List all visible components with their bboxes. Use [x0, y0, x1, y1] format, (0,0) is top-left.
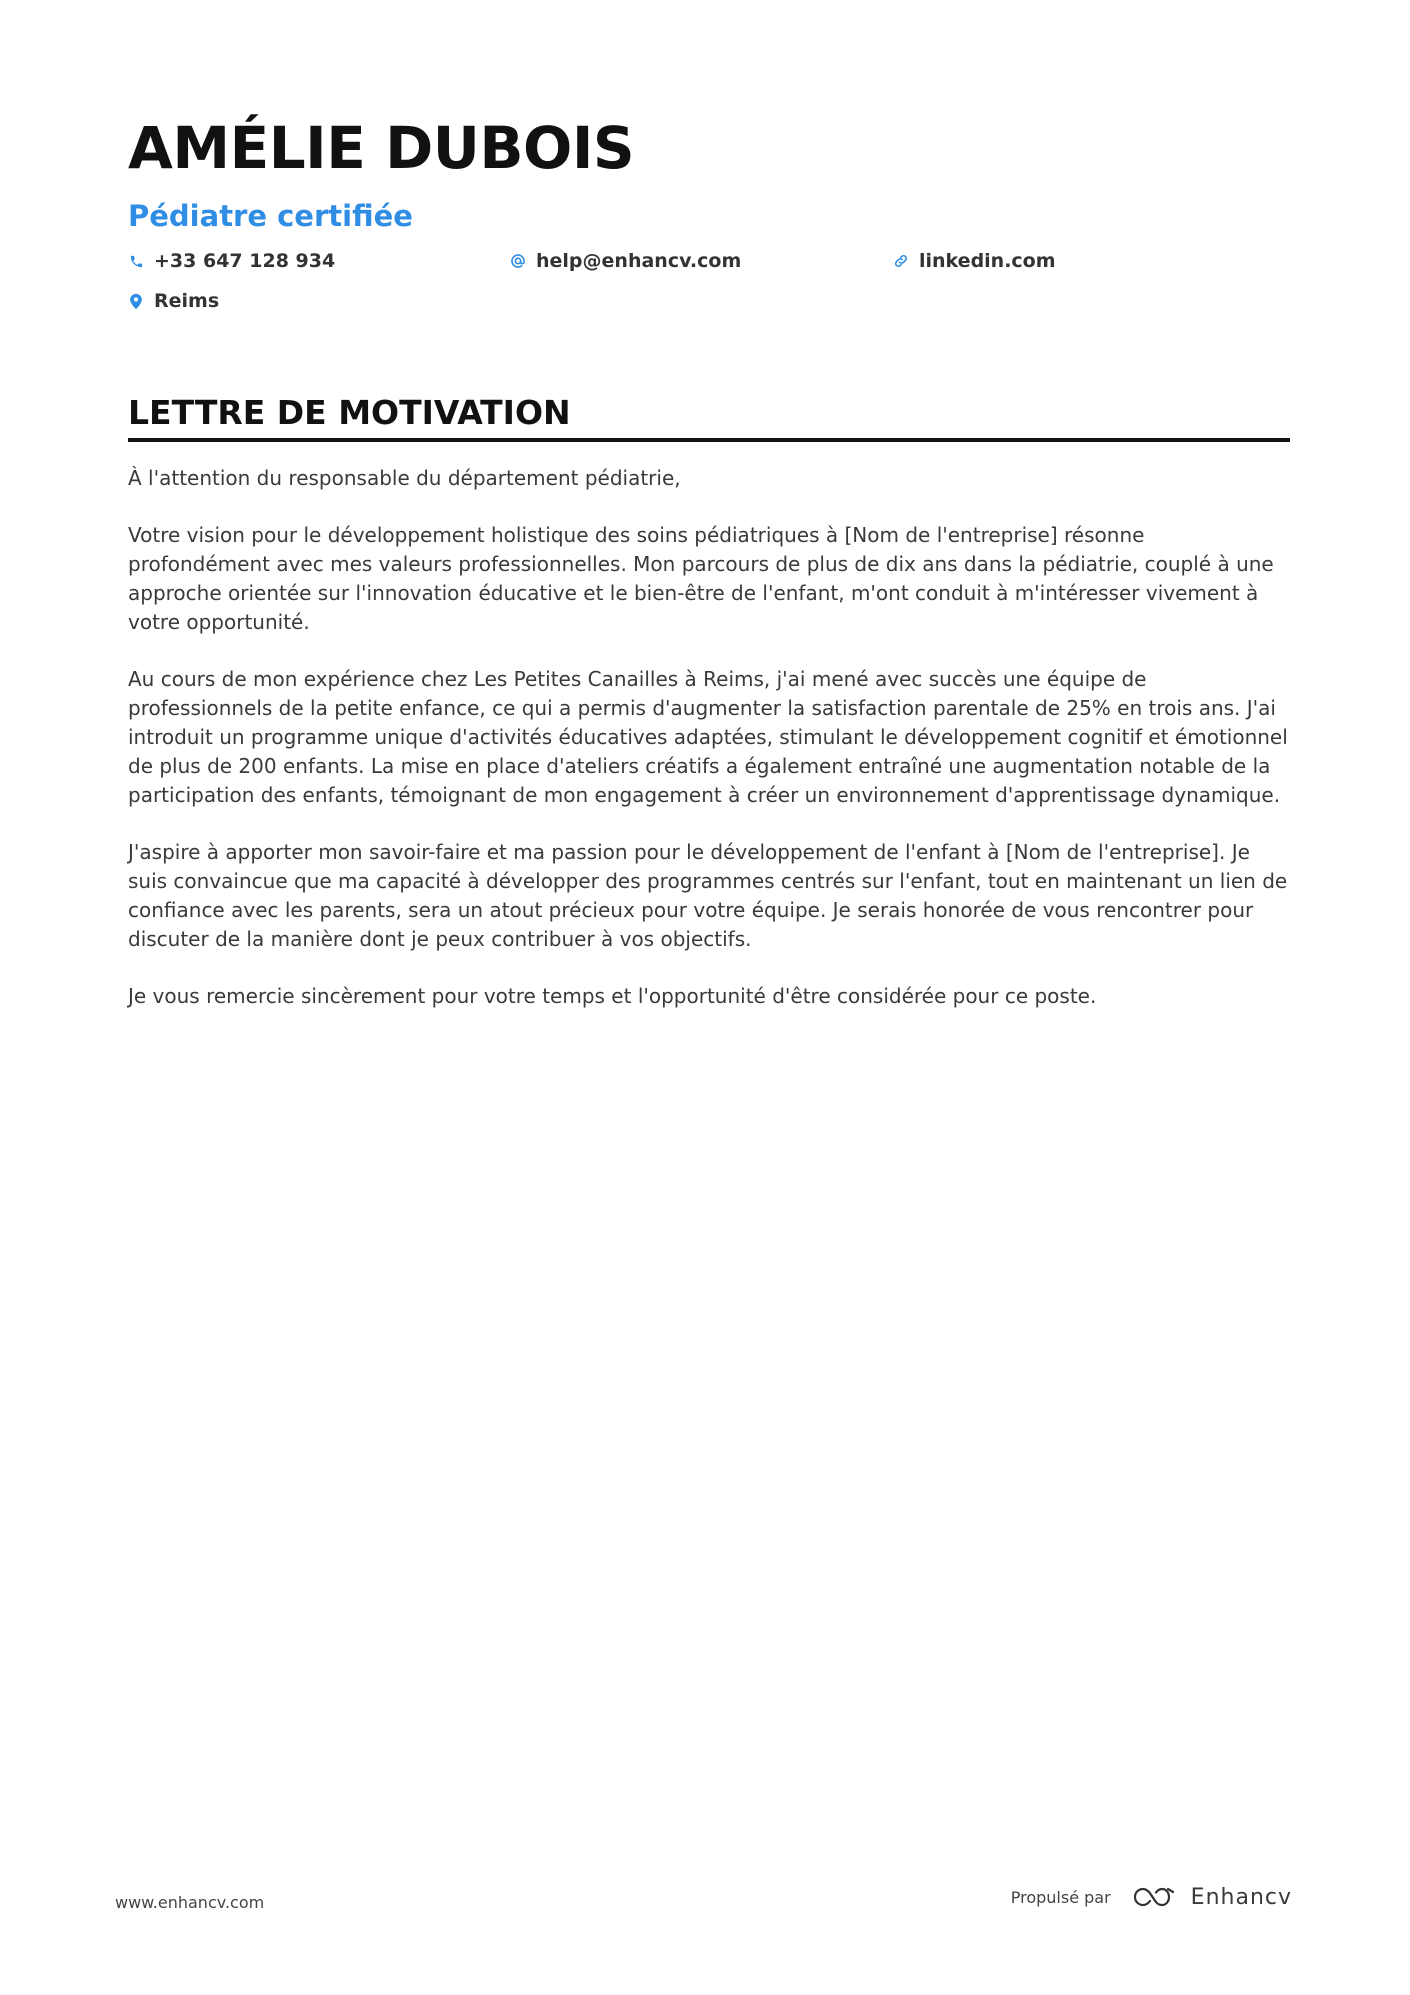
- letter-body: [128, 464, 1290, 1011]
- contact-location: [128, 286, 219, 316]
- header: [128, 108, 1288, 336]
- location-text: Reims: [154, 290, 220, 312]
- letter-closing: Je vous remercie sincèrement pour votre temps et l'opportunité d'être considérée pour ce poste.: [128, 984, 1097, 1008]
- candidate-name: AMÉLIE DUBOIS: [128, 114, 635, 182]
- phone-text: +33 647 128 934: [154, 250, 336, 272]
- brand-name: Enhancv: [1190, 1884, 1292, 1910]
- letter-salutation: À l'attention du responsable du département pédiatrie,: [128, 466, 681, 490]
- footer-branding: [1011, 1884, 1292, 1910]
- link-icon: [893, 252, 909, 270]
- contact-linkedin[interactable]: [893, 246, 1056, 276]
- cover-letter-section: [128, 390, 1290, 1039]
- letter-paragraph: Au cours de mon expérience chez Les Petites Canailles à Reims, j'ai mené avec succès une équipe de professionnels de la petite enfance, ce qui a permis d'augmenter la satisfaction parentale de 25% en trois ans. J'ai introduit un programme unique d'activités éducatives adaptées, stimulant le développement cognitif et émotionnel de plus de 200 enfants. La mise en place d'ateliers créatifs a également entraîné une augmentation notable de la participation des enfants, témoignant de mon engagement à créer un environnement d'apprentissage dynamique.: [128, 667, 1288, 807]
- contact-phone: [128, 246, 335, 276]
- email-text[interactable]: help@enhancv.com: [536, 250, 742, 272]
- contact-email[interactable]: [510, 246, 741, 276]
- footer-website[interactable]: www.enhancv.com: [115, 1893, 265, 1912]
- contact-list: [128, 246, 1288, 336]
- enhancv-logo-icon: [1131, 1884, 1177, 1910]
- letter-paragraph: J'aspire à apporter mon savoir-faire et ma passion pour le développement de l'enfant à [Nom de l'entreprise]. Je suis convaincue que ma capacité à développer des programmes centrés sur l'enfant, tout en maintenant un lien de confiance avec les parents, sera un atout précieux pour votre équipe. Je serais honorée de vous rencontrer pour discuter de la manière dont je peux contribuer à vos objectifs.: [128, 840, 1288, 951]
- linkedin-text[interactable]: linkedin.com: [919, 250, 1056, 272]
- map-pin-icon: [128, 292, 144, 310]
- phone-icon: [128, 252, 144, 270]
- at-icon: [510, 252, 526, 270]
- letter-paragraph: Votre vision pour le développement holistique des soins pédiatriques à [Nom de l'entreprise] résonne profondément avec mes valeurs professionnelles. Mon parcours de plus de dix ans dans la pédiatrie, couplé à une approche orientée sur l'innovation éducative et le bien-être de l'enfant, m'ont conduit à m'intéresser vivement à votre opportunité.: [128, 523, 1274, 634]
- section-title: LETTRE DE MOTIVATION: [128, 390, 1290, 442]
- candidate-title: Pédiatre certifiée: [128, 199, 413, 233]
- powered-by-text: Propulsé par: [1010, 1887, 1111, 1907]
